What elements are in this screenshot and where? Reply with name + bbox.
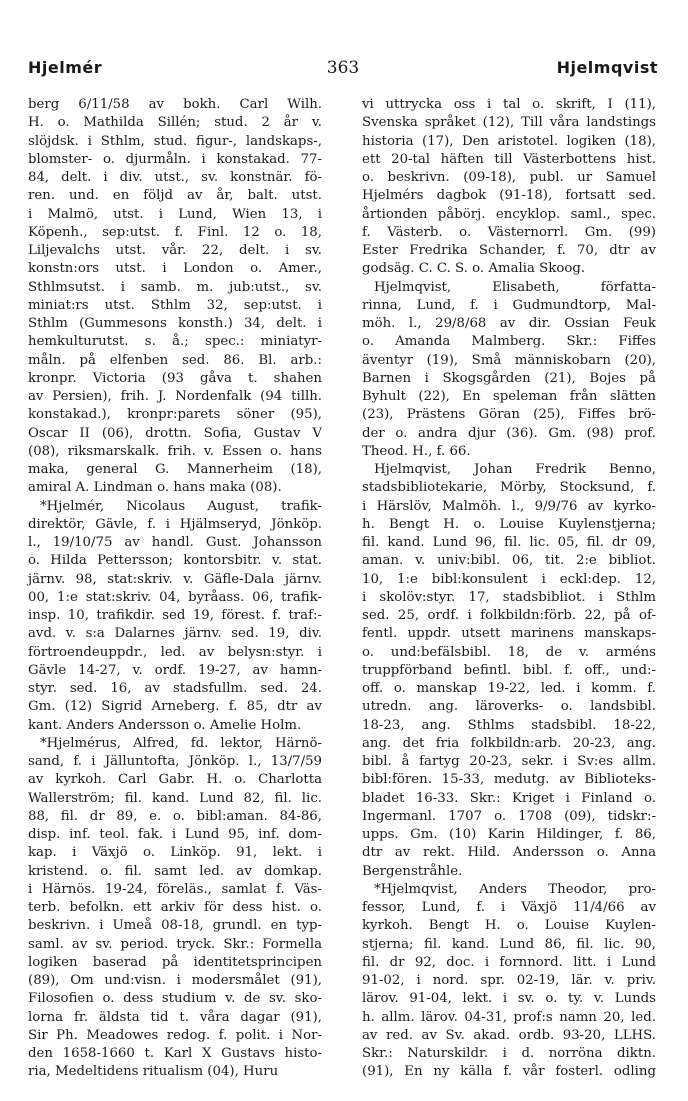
text-line: (89), Om und:visn. i modersmålet (91), [28, 973, 322, 988]
text-line: stjerna; fil. kand. Lund 86, fil. lic. 90, [362, 936, 656, 952]
text-line: terb. befolkn. ett arkiv för dess hist. o. [28, 900, 322, 915]
text-line: fessor, Lund, f. i Växjö 11/4/66 av [362, 900, 656, 915]
text-line: upps. Gm. (10) Karin Hildinger, f. 86, [362, 827, 656, 842]
text-line: slöjdsk. i Sthlm, stud. figur-, landskaps-, [28, 133, 322, 149]
text-line: ett 20-tal häften till Västerbottens hist. [362, 151, 656, 167]
text-line: ren. und. en följd av år, balt. utst. [28, 188, 322, 204]
page-header [28, 58, 658, 82]
text-line: av Persien), frih. J. Nordenfalk (94 tillh. [28, 389, 322, 404]
text-line: bladet 16-33. Skr.: Kriget i Finland o. [362, 790, 656, 806]
text-line: fil. dr 92, doc. i fornnord. litt. i Lund [362, 954, 656, 970]
text-line: i skolöv:styr. 17, stadsbibliot. i Sthlm [362, 589, 656, 605]
text-line: h. Bengt H. o. Louise Kuylenstjerna; [362, 516, 656, 532]
text-line: äventyr (19), Små människobarn (20), [362, 352, 656, 368]
text-line: godsäg. C. C. S. o. Amalia Skoog. [362, 261, 586, 277]
text-line: Liljevalchs utst. vår. 22, delt. i sv. [28, 243, 322, 258]
text-line: 91-02, i nord. spr. 02-19, lär. v. priv. [362, 973, 656, 988]
text-line: bibl:fören. 15-33, medutg. av Biblioteks- [362, 772, 656, 788]
text-line: aman. v. univ:bibl. 06, tit. 2:e bibliot. [362, 553, 656, 569]
text-line: möh. l., 29/8/68 av dir. Ossian Feuk [362, 316, 656, 331]
text-line: avd. v. s:a Dalarnes järnv. sed. 19, div. [28, 626, 322, 642]
text-line: o. beskrivn. (09-18), publ. ur Samuel [362, 170, 656, 185]
text-line: Sir Ph. Meadowes redog. f. polit. i Nor- [28, 1027, 322, 1043]
right-text-column [362, 96, 656, 1082]
text-line: den 1658-1660 t. Karl X Gustavs histo- [28, 1046, 322, 1061]
text-line: konstn:ors utst. i London o. Amer., [28, 261, 322, 277]
text-line: saml. av sv. period. tryck. Skr.: Formella [28, 936, 322, 952]
text-line: Skr.: Naturskildr. i d. norröna diktn. [362, 1046, 656, 1061]
text-line: kap. i Växjö o. Linköp. 91, lekt. i [28, 845, 322, 861]
text-line: H. o. Mathilda Sillén; stud. 2 år v. [28, 115, 322, 131]
text-line: o. und:befälsbibl. 18, de v. arméns [362, 644, 656, 660]
text-line: av kyrkoh. Carl Gabr. H. o. Charlotta [28, 772, 322, 788]
text-line: sand, f. i Jälluntofta, Jönköp. l., 13/7/59 [28, 754, 322, 769]
text-line: sed. 25, ordf. i folkbildn:förb. 22, på of- [362, 608, 656, 623]
header-left-word: Hjelmér [28, 58, 103, 77]
text-line: hemkulturutst. s. å.; spec.: miniatyr- [28, 334, 322, 350]
text-line: konstakad.), kronpr:parets söner (95), [28, 407, 322, 423]
text-line: utredn. ang. läroverks- o. landsbibl. [362, 699, 656, 715]
text-line: off. o. manskap 19-22, led. i komm. f. [362, 681, 656, 696]
text-line: årtionden påbörj. encyklop. saml., spec. [362, 206, 656, 222]
text-line: Gävle 14-27, v. ordf. 19-27, av hamn- [28, 662, 322, 678]
text-line: Theod. H., f. 66. [362, 443, 471, 459]
text-line: 84, delt. i div. utst., sv. konstnär. fö- [28, 170, 322, 185]
text-line: i Härnös. 19-24, föreläs., samlat f. Väs- [28, 881, 322, 897]
text-line: h. allm. lärov. 04-31, prof:s namn 20, led. [362, 1009, 656, 1025]
text-line: rinna, Lund, f. i Gudmundtorp, Mal- [362, 297, 656, 313]
text-line: (08), riksmarskalk. frih. v. Essen o. hans [28, 443, 322, 459]
text-line: direktör, Gävle, f. i Hjälmseryd, Jönköp. [28, 516, 322, 532]
text-line: måln. på elfenben sed. 86. Bl. arb.: [28, 352, 322, 368]
text-line: *Hjelmqvist, Anders Theodor, pro- [374, 881, 656, 897]
text-line: historia (17), Den aristotel. logiken (18), [362, 133, 656, 149]
text-line: styr. sed. 16, av stadsfullm. sed. 24. [28, 681, 322, 696]
text-line: truppförband befintl. bibl. f. off., und:- [362, 662, 656, 678]
text-line: Hjelmqvist, Elisabeth, författa- [374, 279, 656, 295]
text-line: miniat:rs utst. Sthlm 32, sep:utst. i [28, 297, 322, 313]
text-line: Barnen i Skogsgården (21), Bojes på [362, 370, 656, 386]
text-line: bibl. å fartyg 20-23, sekr. i Sv:es allm. [362, 754, 656, 769]
text-line: 00, 1:e stat:skriv. 04, byråass. 06, trafik- [28, 589, 322, 605]
text-line: stadsbibliotekarie, Mörby, Stocksund, f. [362, 480, 656, 496]
text-line: Gm. (12) Sigrid Arneberg. f. 85, dtr av [28, 699, 322, 715]
text-line: Köpenh., sep:utst. f. Finl. 12 o. 18, [28, 224, 322, 240]
text-line: blomster- o. djurmåln. i konstakad. 77- [28, 151, 322, 167]
header-right-word: Hjelmqvist [556, 58, 658, 77]
text-line: kyrkoh. Bengt H. o. Louise Kuylen- [362, 918, 656, 934]
text-line: o. Amanda Malmberg. Skr.: Fiffes [362, 334, 656, 350]
text-line: 18-23, ang. Sthlms stadsbibl. 18-22, [362, 717, 656, 733]
text-line: ang. det fria folkbildn:arb. 20-23, ang. [362, 735, 656, 751]
text-line: *Hjelmér, Nicolaus August, trafik- [40, 498, 322, 514]
text-line: kronpr. Victoria (93 gåva t. shahen [28, 370, 322, 386]
text-line: logiken baserad på identitetsprincipen [28, 954, 322, 970]
text-line: Bergenstråhle. [362, 863, 463, 879]
text-line: (23), Prästens Göran (25), Fiffes brö- [362, 407, 656, 423]
text-line: maka, general G. Mannerheim (18), [28, 462, 322, 477]
text-line: Sthlm (Gummesons konsth.) 34, delt. i [28, 316, 322, 331]
text-line: i Härslöv, Malmöh. l., 9/9/76 av kyrko- [362, 498, 656, 514]
text-line: (91), En ny källa f. vår fosterl. odling [362, 1064, 656, 1080]
text-line: disp. inf. teol. fak. i Lund 95, inf. dom- [28, 827, 322, 842]
text-line: fil. kand. Lund 96, fil. lic. 05, fil. dr 09, [362, 535, 656, 550]
text-line: ria, Medeltidens ritualism (04), Huru [28, 1064, 279, 1080]
text-line: Ester Fredrika Schander, f. 70, dtr av [362, 243, 656, 258]
text-line: Wallerström; fil. kand. Lund 82, fil. lic. [28, 790, 322, 806]
left-text-column [28, 96, 322, 1082]
text-line: Sthlmsutst. i samb. m. jub:utst., sv. [28, 279, 322, 295]
text-line: Oscar II (06), drottn. Sofia, Gustav V [28, 425, 322, 441]
text-line: Hjelmérs dagbok (91-18), fortsatt sed. [362, 188, 656, 204]
text-line: vi uttrycka oss i tal o. skrift, I (11), [362, 97, 656, 112]
text-line: Byhult (22), En speleman från slätten [362, 389, 656, 404]
text-line: förtroendeuppdr., led. av belysn:styr. i [28, 644, 322, 660]
text-line: beskrivn. i Umeå 08-18, grundl. en typ- [28, 918, 322, 934]
text-line: fentl. uppdr. utsett marinens manskaps- [362, 626, 656, 642]
text-line: Filosofien o. dess studium v. de sv. sko- [28, 991, 322, 1007]
text-line: 88, fil. dr 89, e. o. bibl:aman. 84-86, [28, 808, 322, 824]
text-line: kristend. o. fil. samt led. av domkap. [28, 863, 322, 879]
text-line: Hjelmqvist, Johan Fredrik Benno, [374, 462, 656, 477]
text-line: lärov. 91-04, lekt. i sv. o. ty. v. Lunds [362, 991, 656, 1007]
text-line: insp. 10, trafikdir. sed 19, förest. f. traf:- [28, 608, 322, 623]
text-line: *Hjelmérus, Alfred, fd. lektor, Härnö- [40, 735, 322, 751]
text-line: lorna fr. äldsta tid t. våra dagar (91), [28, 1009, 322, 1025]
text-line: dtr av rekt. Hild. Andersson o. Anna [362, 845, 656, 861]
text-line: o. Hilda Pettersson; kontorsbitr. v. stat. [28, 553, 322, 569]
text-line: amiral A. Lindman o. hans maka (08). [28, 480, 282, 496]
text-line: berg 6/11/58 av bokh. Carl Wilh. [28, 97, 322, 112]
text-line: av red. av Sv. akad. ordb. 93-20, LLHS. [362, 1027, 656, 1043]
page-number: 363 [326, 58, 360, 78]
text-line: Ingermanl. 1707 o. 1708 (09), tidskr:- [362, 808, 656, 824]
text-line: der o. andra djur (36). Gm. (98) prof. [362, 425, 656, 441]
text-line: kant. Anders Andersson o. Amelie Holm. [28, 717, 302, 733]
text-line: 10, 1:e bibl:konsulent i eckl:dep. 12, [362, 571, 656, 587]
text-line: i Malmö, utst. i Lund, Wien 13, i [28, 206, 322, 222]
text-line: järnv. 98, stat:skriv. v. Gäfle-Dala järnv. [28, 571, 322, 587]
text-line: Svenska språket (12), Till våra landstings [362, 115, 656, 131]
text-line: l., 19/10/75 av handl. Gust. Johansson [28, 535, 322, 550]
text-line: f. Västerb. o. Västernorrl. Gm. (99) [362, 224, 656, 240]
